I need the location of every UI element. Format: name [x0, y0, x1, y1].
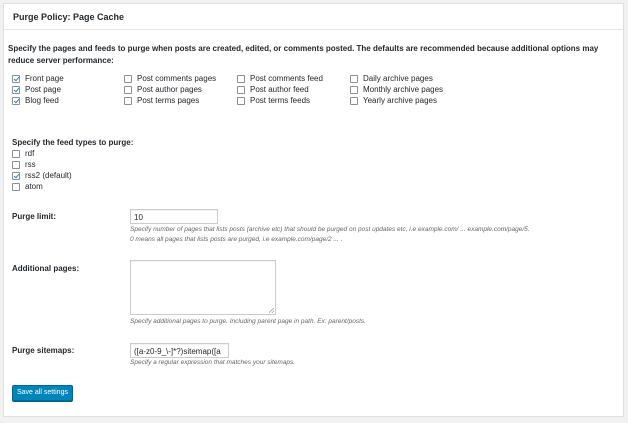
resize-handle-icon[interactable]: [269, 308, 274, 313]
purge-limit-description: Specify number of pages that lists posts (archive etc) that should be purged on post updates etc, i.e example.com/ ... example.com/page/5.: [130, 226, 530, 233]
panel-header: [4, 4, 623, 30]
save-all-settings-button[interactable]: Save all settings: [12, 385, 73, 401]
purge-sitemaps-input[interactable]: ([a-z0-9_\-]*?)sitemap([a: [130, 343, 229, 358]
additional-pages-label: Additional pages:: [12, 264, 80, 273]
checkbox-post-terms-pages[interactable]: [124, 95, 199, 106]
checkbox-daily-archive-pages[interactable]: [350, 73, 433, 84]
checkbox-feed-rdf[interactable]: [12, 148, 34, 159]
checkbox[interactable]: [12, 172, 20, 180]
purge-limit-input[interactable]: 10: [130, 209, 218, 224]
checkbox[interactable]: [350, 97, 358, 105]
checkbox-blog-feed[interactable]: [12, 95, 59, 106]
checkbox[interactable]: [350, 86, 358, 94]
checkbox[interactable]: [237, 97, 245, 105]
checkbox-label: Post author feed: [250, 85, 309, 94]
checkbox[interactable]: [12, 86, 20, 94]
checkbox-feed-rss[interactable]: [12, 159, 36, 170]
checkbox-label: Post terms pages: [137, 96, 200, 105]
checkbox-label: Post author pages: [137, 85, 202, 94]
checkbox-post-comments-feed[interactable]: [237, 73, 323, 84]
checkbox-label: Post terms feeds: [250, 96, 311, 105]
additional-pages-textarea[interactable]: [130, 260, 276, 315]
checkbox-yearly-archive-pages[interactable]: [350, 95, 437, 106]
checkbox-label: Post page: [25, 85, 62, 94]
checkbox-label: Daily archive pages: [363, 74, 433, 83]
purge-sitemaps-description: Specify a regular expression that matches your sitemaps.: [130, 359, 296, 366]
checkbox-label: Front page: [25, 74, 64, 83]
checkbox-label: Post comments pages: [137, 74, 217, 83]
checkbox-post-author-pages[interactable]: [124, 84, 202, 95]
checkbox-label: rss: [25, 160, 36, 169]
checkbox-label: Blog feed: [25, 96, 59, 105]
feed-types-heading: Specify the feed types to purge:: [12, 138, 134, 147]
checkbox[interactable]: [12, 97, 20, 105]
checkbox-feed-atom[interactable]: [12, 181, 43, 192]
intro-text: Specify the pages and feeds to purge when posts are created, edited, or comments posted. The defaults are recommended because additional options may reduce server performance:: [8, 44, 599, 65]
checkbox-label: Yearly archive pages: [363, 96, 437, 105]
checkbox-feed-rss2[interactable]: [12, 170, 72, 181]
purge-limit-label: Purge limit:: [12, 212, 57, 221]
panel-title: Purge Policy: Page Cache: [13, 12, 125, 22]
checkbox[interactable]: [237, 86, 245, 94]
checkbox[interactable]: [12, 150, 20, 158]
additional-pages-description: Specify additional pages to purge. Including parent page in path. Ex: parent/posts.: [130, 318, 366, 325]
checkbox[interactable]: [12, 161, 20, 169]
checkbox-post-author-feed[interactable]: [237, 84, 309, 95]
checkbox-front-page[interactable]: [12, 73, 64, 84]
checkbox[interactable]: [12, 75, 20, 83]
checkbox-post-terms-feeds[interactable]: [237, 95, 310, 106]
checkbox-post-page[interactable]: [12, 84, 61, 95]
checkbox-label: rss2 (default): [25, 171, 72, 180]
checkbox-label: Monthly archive pages: [363, 85, 444, 94]
checkbox-label: atom: [25, 182, 43, 191]
purge-sitemaps-label: Purge sitemaps:: [12, 346, 75, 355]
checkbox[interactable]: [12, 183, 20, 191]
checkbox[interactable]: [124, 86, 132, 94]
checkbox-post-comments-pages[interactable]: [124, 73, 216, 84]
checkbox[interactable]: [124, 75, 132, 83]
checkbox-label: rdf: [25, 149, 35, 158]
checkbox-label: Post comments feed: [250, 74, 323, 83]
checkbox[interactable]: [237, 75, 245, 83]
purge-limit-description-2: 0 means all pages that lists posts are purged, i.e example.com/page/2 ... .: [130, 236, 343, 243]
checkbox[interactable]: [124, 97, 132, 105]
checkbox[interactable]: [350, 75, 358, 83]
checkbox-monthly-archive-pages[interactable]: [350, 84, 443, 95]
